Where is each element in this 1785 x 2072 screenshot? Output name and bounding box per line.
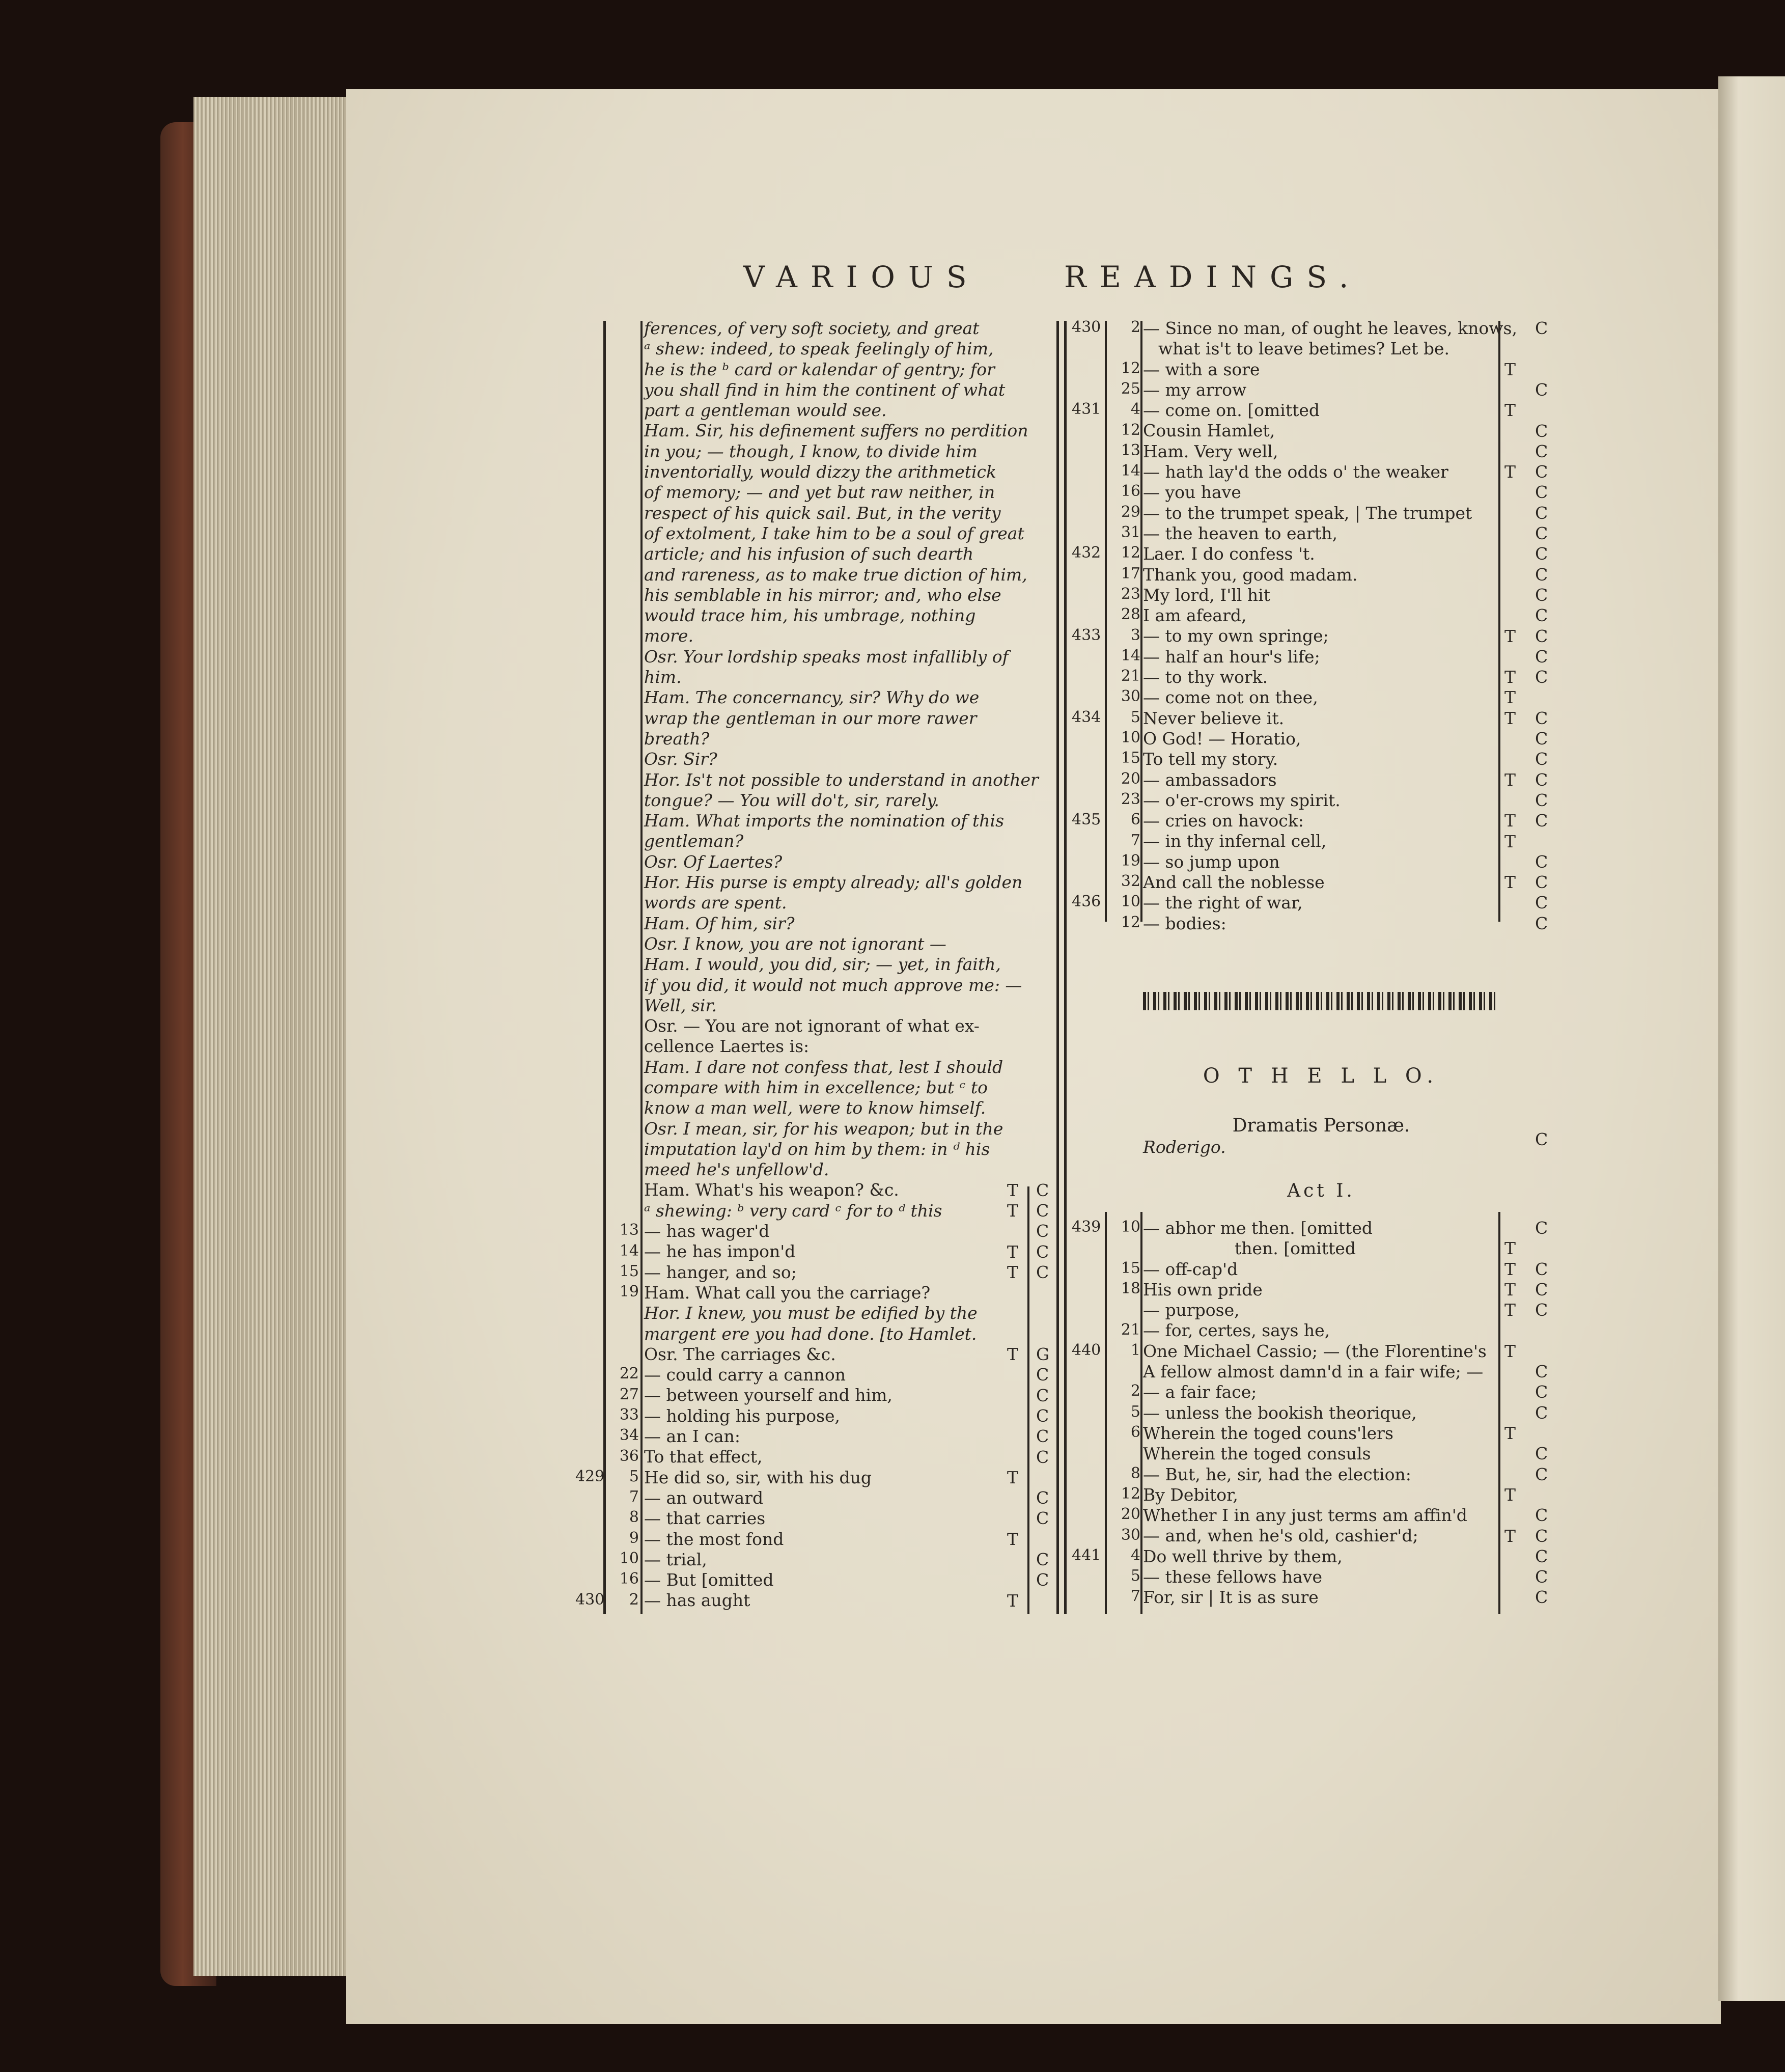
reading-line: — the heaven to earth,	[1143, 523, 1337, 543]
line-number: 10	[1121, 729, 1140, 747]
edition-mark-c: C	[1535, 1259, 1548, 1279]
reading-line: — could carry a cannon	[644, 1365, 846, 1385]
reading-line: — for, certes, says he,	[1143, 1320, 1330, 1341]
line-number: 12	[1121, 913, 1140, 931]
reading-line: Osr. Your lordship speaks most infallibly of	[644, 646, 1009, 667]
line-number: 30	[1121, 687, 1140, 706]
line-number: 25	[1121, 379, 1140, 398]
edition-mark-c: C	[1535, 749, 1548, 769]
line-number: 5	[1130, 1402, 1140, 1421]
edition-mark-c: C	[1036, 1488, 1049, 1508]
reading-line: Thank you, good madam.	[1143, 564, 1358, 585]
line-number: 20	[1121, 769, 1140, 788]
edition-mark-t: T	[1007, 1344, 1019, 1364]
line-number: 12	[1121, 1484, 1140, 1503]
reading-line: Hor. I knew, you must be edified by the	[644, 1303, 978, 1323]
line-number: 4	[1130, 1546, 1140, 1564]
line-number: 29	[1121, 503, 1140, 521]
reading-line: Ham. The concernancy, sir? Why do we	[644, 687, 980, 708]
reading-line: Osr. The carriages &c.	[644, 1344, 836, 1364]
reading-line: Osr. I know, you are not ignorant —	[644, 933, 946, 954]
line-number: 20	[1121, 1505, 1140, 1524]
reading-line: Ham. Of him, sir?	[644, 913, 795, 933]
reading-line: Ham. I dare not confess that, lest I should	[644, 1057, 1003, 1077]
line-number: 10	[619, 1550, 639, 1567]
reading-line: Cousin Hamlet,	[1143, 421, 1275, 441]
line-number: 10	[1121, 893, 1140, 911]
edition-mark-c: C	[1036, 1241, 1049, 1262]
roderigo-label: Roderigo.	[1143, 1137, 1226, 1157]
edition-mark-t: T	[1007, 1262, 1019, 1282]
edition-mark-c: C	[1535, 585, 1548, 605]
reading-line: what is't to leave betimes? Let be.	[1158, 339, 1450, 359]
reading-line: — and, when he's old, cashier'd;	[1143, 1526, 1418, 1546]
page-number: 439	[1072, 1218, 1101, 1236]
reading-line: more.	[644, 626, 693, 646]
edition-mark-c: C	[1535, 893, 1548, 913]
edition-mark-c: C	[1535, 441, 1548, 461]
edition-mark-c: C	[1535, 913, 1548, 933]
edition-mark-c: C	[1036, 1570, 1049, 1590]
line-number: 30	[1121, 1526, 1140, 1544]
reading-line: respect of his quick sail. But, in the verity	[644, 503, 1001, 523]
edition-mark-t: T	[1504, 400, 1516, 421]
rule-right-pages-act	[1105, 1212, 1107, 1614]
reading-line: — hath lay'd the odds o' the weaker	[1143, 462, 1448, 482]
line-number: 16	[619, 1570, 639, 1588]
reading-line: To tell my story.	[1143, 749, 1278, 769]
page-edges	[193, 97, 351, 1976]
book-page	[346, 89, 1721, 2024]
line-number: 23	[1121, 585, 1140, 603]
edition-mark-t: T	[1504, 872, 1516, 893]
edition-mark-t: T	[1504, 1423, 1516, 1443]
page-number: 430	[1072, 318, 1101, 336]
line-number: 8	[1130, 1464, 1140, 1482]
edition-mark-c: C	[1535, 667, 1548, 687]
reading-line: — trial,	[644, 1549, 707, 1569]
page-number: 429	[575, 1467, 605, 1485]
edition-mark-c: C	[1535, 523, 1548, 543]
line-number: 31	[1121, 523, 1140, 541]
edition-mark-c: C	[1036, 1550, 1049, 1569]
edition-mark-c: C	[1535, 790, 1548, 810]
edition-mark-c: C	[1036, 1405, 1049, 1426]
page-number: 436	[1072, 893, 1101, 911]
act-heading: Act I.	[1287, 1180, 1355, 1201]
reading-line: Laer. I do confess 't.	[1143, 544, 1315, 564]
reading-line: of memory; — and yet but raw neither, in	[644, 482, 995, 503]
line-number: 9	[629, 1529, 639, 1547]
edition-mark-t: T	[1504, 359, 1516, 379]
line-number: 28	[1121, 605, 1140, 624]
line-number: 19	[1121, 851, 1140, 870]
reading-line: — in thy infernal cell,	[1143, 831, 1327, 851]
reading-line: Wherein the toged couns'lers	[1143, 1423, 1393, 1443]
edition-mark-t: T	[1504, 1526, 1516, 1546]
othello-title: O T H E L L O.	[1203, 1064, 1440, 1088]
line-number: 36	[619, 1447, 639, 1465]
reading-line: A fellow almost damn'd in a fair wife; —	[1143, 1362, 1484, 1382]
edition-mark-t: T	[1007, 1200, 1019, 1221]
reading-line: Ham. Very well,	[1143, 441, 1278, 461]
rule-left-marks	[1027, 1186, 1029, 1614]
edition-mark-c: C	[1535, 544, 1548, 564]
reading-line: Ham. I would, you did, sir; — yet, in faith,	[644, 954, 1001, 975]
reading-line: For, sir | It is as sure	[1143, 1587, 1319, 1608]
reading-line: — But [omitted	[644, 1570, 774, 1590]
reading-line: breath?	[644, 728, 710, 749]
reading-line: — the most fond	[644, 1529, 784, 1549]
page-number: 432	[1072, 544, 1101, 562]
reading-line: One Michael Cassio; — (the Florentine's	[1143, 1341, 1487, 1361]
edition-mark-t: T	[1504, 1341, 1516, 1361]
reading-line: Never believe it.	[1143, 708, 1285, 728]
reading-line: — has aught	[644, 1590, 750, 1611]
reading-line: him.	[644, 667, 682, 687]
line-number: 22	[619, 1365, 639, 1383]
reading-line: — off-cap'd	[1143, 1259, 1238, 1279]
edition-mark-t: T	[1504, 831, 1516, 851]
edition-mark-c: C	[1036, 1447, 1049, 1467]
edition-mark-t: T	[1007, 1180, 1019, 1200]
reading-line: — ambassadors	[1143, 769, 1277, 790]
right-readings-column	[1143, 318, 1517, 934]
edition-mark-c: C	[1535, 1444, 1548, 1464]
edition-mark-c: C	[1036, 1180, 1049, 1200]
edition-mark-c: C	[1535, 1279, 1548, 1300]
line-number: 6	[1130, 1423, 1140, 1441]
reading-line: — to the trumpet speak, | The trumpet	[1143, 503, 1472, 523]
line-number: 14	[1121, 462, 1140, 480]
edition-mark-t: T	[1504, 769, 1516, 790]
reading-line: his semblable in his mirror; and, who else	[644, 585, 1001, 605]
reading-line: — with a sore	[1143, 359, 1260, 379]
line-number: 8	[629, 1508, 639, 1527]
line-number: 15	[1121, 1259, 1140, 1277]
reading-line: — he has impon'd	[644, 1241, 796, 1262]
reading-line: in you; — though, I know, to divide him	[644, 441, 978, 461]
reading-line: — an I can:	[644, 1426, 740, 1447]
edition-mark-c: C	[1535, 851, 1548, 872]
edition-mark-c: C	[1535, 421, 1548, 441]
reading-line: meed he's unfellow'd.	[644, 1159, 829, 1180]
reading-line: would trace him, his umbrage, nothing	[644, 605, 976, 626]
reading-line: and rareness, as to make true diction of him,	[644, 564, 1027, 585]
edition-mark-c: C	[1535, 564, 1548, 585]
reading-line: you shall find in him the continent of what	[644, 379, 1006, 400]
reading-line: Osr. I mean, sir, for his weapon; but in the	[644, 1118, 1003, 1139]
reading-line: compare with him in excellence; but ᶜ to	[644, 1077, 988, 1097]
edition-mark-c: C	[1535, 462, 1548, 482]
edition-mark-t: T	[1504, 626, 1516, 646]
reading-line: Do well thrive by them,	[1143, 1546, 1343, 1566]
line-number: 19	[619, 1283, 639, 1301]
reading-line: — these fellows have	[1143, 1567, 1322, 1587]
reading-line: wrap the gentleman in our more rawer	[644, 708, 977, 728]
line-number: 23	[1121, 790, 1140, 808]
line-number: 21	[1121, 667, 1140, 685]
line-number: 7	[1130, 1587, 1140, 1606]
edition-mark-c: C	[1036, 1508, 1049, 1529]
reading-line: ᵃ shewing: ᵇ very card ᶜ for to ᵈ this	[644, 1200, 942, 1221]
rule-right-pages	[1105, 321, 1107, 922]
line-number: 12	[1121, 544, 1140, 562]
line-number: 12	[1121, 359, 1140, 377]
ornamental-divider	[1143, 992, 1499, 1010]
page-number: 440	[1072, 1341, 1101, 1359]
reading-line: words are spent.	[644, 893, 787, 913]
edition-mark-c: C	[1036, 1221, 1049, 1241]
reading-line: — But, he, sir, had the election:	[1143, 1464, 1411, 1484]
reading-line: — you have	[1143, 482, 1241, 503]
reading-line: — has wager'd	[644, 1221, 770, 1241]
reading-line: Osr. Sir?	[644, 749, 717, 769]
edition-mark-c: C	[1535, 1526, 1548, 1546]
edition-mark-c: C	[1535, 626, 1548, 646]
reading-line: Hor. Is't not possible to understand in another	[644, 769, 1039, 790]
edition-mark-c: C	[1535, 1587, 1548, 1608]
edition-mark-c: C	[1535, 1362, 1548, 1382]
edition-mark-c: C	[1535, 379, 1548, 400]
reading-line: ᵃ shew: indeed, to speak feelingly of him,	[644, 339, 994, 359]
reading-line: — so jump upon	[1143, 851, 1280, 872]
edition-mark-c: C	[1036, 1426, 1049, 1447]
edition-mark-t: T	[1504, 708, 1516, 728]
page-number: 430	[575, 1590, 605, 1609]
rule-left-text	[640, 321, 643, 1614]
reading-line: — that carries	[644, 1508, 766, 1529]
edition-mark-t: T	[1504, 462, 1516, 482]
edition-mark-t: T	[1504, 811, 1516, 831]
line-number: 33	[619, 1405, 639, 1424]
reading-line: — Since no man, of ought he leaves, knows,	[1143, 318, 1517, 338]
facing-page-edge	[1718, 76, 1785, 2001]
reading-line: Ham. Sir, his definement suffers no perdition	[644, 421, 1028, 441]
reading-line: — between yourself and him,	[644, 1385, 892, 1405]
reading-line: imputation lay'd on him by them: in ᵈ his	[644, 1139, 990, 1159]
reading-line: — hanger, and so;	[644, 1262, 797, 1282]
line-number: 4	[1130, 400, 1140, 419]
reading-line: — bodies:	[1143, 913, 1226, 933]
act-readings-column	[1143, 1218, 1499, 1608]
edition-mark-c: C	[1535, 646, 1548, 667]
edition-mark-c: C	[1535, 605, 1548, 626]
reading-line: Hor. His purse is empty already; all's golden	[644, 872, 1023, 893]
reading-line: know a man well, were to know himself.	[644, 1098, 986, 1118]
reading-line: — an outward	[644, 1487, 764, 1508]
edition-mark-c: C	[1535, 729, 1548, 749]
edition-mark-t: T	[1504, 1238, 1516, 1259]
rule-mid-1	[1056, 321, 1059, 1614]
page-number: 433	[1072, 626, 1101, 644]
line-number: 2	[629, 1590, 639, 1609]
edition-mark-t: T	[1007, 1590, 1019, 1611]
line-number: 14	[1121, 646, 1140, 665]
reading-line: O God! — Horatio,	[1143, 728, 1301, 749]
edition-mark-c: C	[1535, 1402, 1548, 1423]
reading-line: — abhor me then. [omitted	[1143, 1218, 1373, 1238]
reading-line: then. [omitted	[1235, 1238, 1356, 1259]
line-number: 2	[1130, 318, 1140, 336]
header-left: VARIOUS	[743, 260, 980, 294]
line-number: 14	[619, 1241, 639, 1260]
header-right: READINGS.	[1064, 260, 1362, 294]
reading-line: — to my own springe;	[1143, 626, 1329, 646]
page-number: 434	[1072, 708, 1101, 726]
reading-line: Well, sir.	[644, 995, 717, 1015]
line-number: 21	[1121, 1320, 1140, 1339]
reading-line: — o'er-crows my spirit.	[1143, 790, 1341, 810]
reading-line: — come not on thee,	[1143, 687, 1318, 708]
left-readings-column	[644, 318, 1039, 1611]
line-number: 13	[1121, 441, 1140, 459]
reading-line: — unless the bookish theorique,	[1143, 1402, 1417, 1423]
edition-mark-c: C	[1535, 1546, 1548, 1566]
edition-mark-c: C	[1036, 1385, 1049, 1405]
reading-line: of extolment, I take him to be a soul of great	[644, 523, 1024, 543]
edition-mark-c: C	[1535, 1218, 1548, 1238]
line-number: 27	[619, 1385, 639, 1403]
line-number: 32	[1121, 872, 1140, 891]
line-number: 1	[1130, 1341, 1140, 1359]
edition-mark-c: C	[1036, 1365, 1049, 1385]
reading-line: He did so, sir, with his dug	[644, 1467, 872, 1487]
reading-line: Osr. — You are not ignorant of what ex-	[644, 1016, 980, 1036]
line-number: 7	[629, 1488, 639, 1506]
edition-mark-c: C	[1535, 769, 1548, 790]
reading-line: — a fair face;	[1143, 1382, 1257, 1402]
edition-mark-t: T	[1504, 667, 1516, 687]
line-number: 34	[619, 1426, 639, 1445]
line-number: 13	[619, 1221, 639, 1239]
edition-mark-c: C	[1535, 482, 1548, 503]
edition-mark-c: G	[1036, 1344, 1050, 1364]
reading-line: — to thy work.	[1143, 667, 1268, 687]
reading-line: I am afeard,	[1143, 605, 1247, 626]
reading-line: By Debitor,	[1143, 1484, 1238, 1505]
reading-line: Ham. What call you the carriage?	[644, 1282, 931, 1303]
reading-line: — come on. [omitted	[1143, 400, 1320, 421]
edition-mark-t: T	[1007, 1529, 1019, 1549]
reading-line: — purpose,	[1143, 1300, 1240, 1320]
reading-line: And call the noblesse	[1143, 872, 1325, 893]
edition-mark-c: C	[1535, 811, 1548, 831]
reading-line: Ham. What imports the nomination of this	[644, 811, 1005, 831]
edition-mark-c: C	[1535, 1464, 1548, 1484]
reading-line: — half an hour's life;	[1143, 646, 1320, 667]
reading-line: tongue? — You will do't, sir, rarely.	[644, 790, 939, 810]
reading-line: ferences, of very soft society, and great	[644, 318, 980, 338]
page-number: 435	[1072, 811, 1101, 829]
edition-mark-c: C	[1535, 708, 1548, 728]
line-number: 15	[1121, 749, 1140, 767]
edition-mark-c: C	[1535, 1382, 1548, 1402]
reading-line: Ham. What's his weapon? &c.	[644, 1180, 899, 1200]
rule-right-text	[1140, 321, 1142, 922]
rule-right-text-act	[1140, 1212, 1142, 1614]
rule-mid-2	[1064, 321, 1067, 1614]
page-number: 441	[1072, 1546, 1101, 1564]
reading-line: My lord, I'll hit	[1143, 585, 1270, 605]
line-number: 17	[1121, 564, 1140, 583]
edition-mark-t: T	[1504, 1279, 1516, 1300]
rule-left-outer	[603, 321, 606, 1614]
roderigo-mark: C	[1535, 1129, 1548, 1149]
edition-mark-t: T	[1504, 1259, 1516, 1279]
edition-mark-c: C	[1535, 503, 1548, 523]
line-number: 15	[619, 1262, 639, 1280]
line-number: 12	[1121, 421, 1140, 439]
edition-mark-t: T	[1007, 1467, 1019, 1487]
reading-line: part a gentleman would see.	[644, 400, 887, 421]
edition-mark-c: C	[1535, 872, 1548, 893]
reading-line: margent ere you had done. [to Hamlet.	[644, 1323, 977, 1344]
line-number: 7	[1130, 831, 1140, 849]
reading-line: His own pride	[1143, 1279, 1263, 1300]
line-number: 2	[1130, 1382, 1140, 1400]
edition-mark-c: C	[1535, 1567, 1548, 1587]
edition-mark-c: C	[1535, 318, 1548, 338]
edition-mark-t: T	[1504, 1484, 1516, 1505]
reading-line: cellence Laertes is:	[644, 1036, 810, 1057]
dramatis-personae: Dramatis Personæ.	[1232, 1115, 1410, 1136]
edition-mark-c: C	[1036, 1200, 1049, 1221]
reading-line: gentleman?	[644, 831, 744, 851]
line-number: 10	[1121, 1218, 1140, 1236]
reading-line: — the right of war,	[1143, 893, 1303, 913]
page-number: 431	[1072, 400, 1101, 419]
line-number: 5	[1130, 708, 1140, 726]
reading-line: he is the ᵇ card or kalendar of gentry; for	[644, 359, 995, 379]
edition-mark-t: T	[1504, 687, 1516, 708]
edition-mark-t: T	[1007, 1241, 1019, 1262]
line-number: 18	[1121, 1279, 1140, 1297]
line-number: 5	[629, 1467, 639, 1485]
line-number: 6	[1130, 811, 1140, 829]
reading-line: inventorially, would dizzy the arithmetick	[644, 462, 997, 482]
reading-line: article; and his infusion of such dearth	[644, 544, 974, 564]
line-number: 16	[1121, 482, 1140, 501]
edition-mark-c: C	[1535, 1300, 1548, 1320]
edition-mark-t: T	[1504, 1300, 1516, 1320]
edition-mark-c: C	[1036, 1262, 1049, 1282]
reading-line: Osr. Of Laertes?	[644, 851, 783, 872]
reading-line: Wherein the toged consuls	[1143, 1444, 1371, 1464]
reading-line: if you did, it would not much approve me: —	[644, 975, 1022, 995]
line-number: 3	[1130, 626, 1140, 644]
reading-line: — cries on havock:	[1143, 811, 1304, 831]
reading-line: To that effect,	[644, 1447, 763, 1467]
line-number: 5	[1130, 1567, 1140, 1585]
edition-mark-c: C	[1535, 1505, 1548, 1526]
reading-line: — holding his purpose,	[644, 1405, 841, 1426]
reading-line: — my arrow	[1143, 379, 1247, 400]
reading-line: Whether I in any just terms am affin'd	[1143, 1505, 1467, 1526]
